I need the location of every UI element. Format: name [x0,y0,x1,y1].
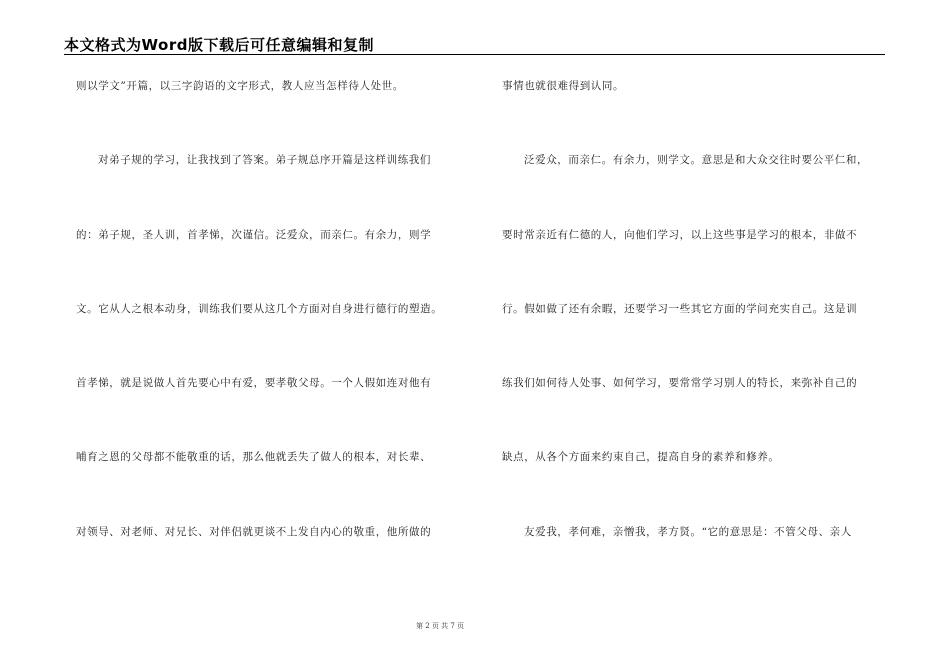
header-divider [64,54,885,55]
right-text-column [502,79,892,599]
text-line: 哺育之恩的父母都不能敬重的话，那么他就丢失了做人的根本，对长辈、 [76,451,432,464]
paragraph-first-line: 对弟子规的学习，让我找到了答案。弟子规总序开篇是这样训练我们 [98,154,431,167]
text-line: 事情也就很难得到认同。 [502,80,625,92]
text-line: 缺点，从各个方面来约束自己，提高自身的素养和修养。 [502,451,780,464]
paragraph-first-line: 友爱我，孝何难，亲憎我，孝方贤。“它的意思是：不管父母、亲人 [524,525,852,538]
text-line: 首孝悌，就是说做人首先要心中有爱，要孝敬父母。一个人假如连对他有 [76,377,432,390]
text-line: 则以学文”开篇，以三字韵语的文字形式，教人应当怎样待人处世。 [76,80,404,92]
text-line: 行。假如做了还有余暇，还要学习一些其它方面的学问充实自己。这是训 [502,302,858,315]
document-header-title: 本文格式为Word版下载后可任意编辑和复制 [64,36,374,54]
text-line: 的：弟子规，圣人训，首孝悌，次谨信。泛爱众，而亲仁。有余力，则学 [76,228,432,241]
text-line: 对领导、对老师、对兄长、对伴侣就更谈不上发自内心的敬重，他所做的 [76,525,432,538]
text-line: 文。它从人之根本动身，训练我们要从这几个方面对自身进行德行的塑造。 [76,302,443,315]
text-line: 练我们如何待人处事、如何学习，要常常学习别人的特长，来弥补自己的 [502,377,858,390]
page-number: 第 2 页 共 7 页 [415,622,465,630]
text-line: 要时常亲近有仁德的人，向他们学习，以上这些事是学习的根本，非做不 [502,228,858,241]
paragraph-first-line: 泛爱众，而亲仁。有余力，则学文。意思是和大众交往时要公平仁和， [524,154,869,167]
left-text-column [76,79,466,599]
